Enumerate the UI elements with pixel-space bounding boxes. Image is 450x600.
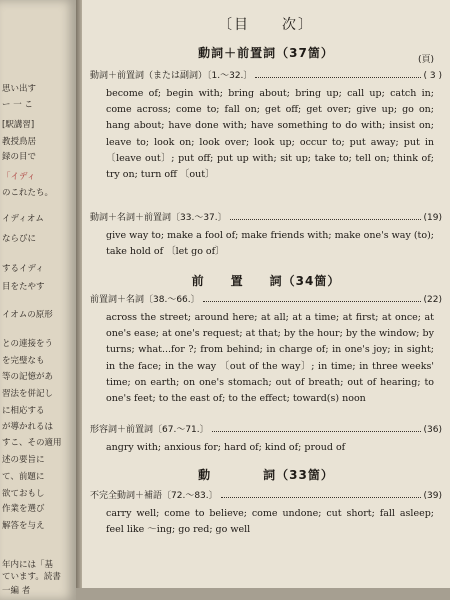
leader-dots: [255, 76, 420, 78]
entry-title: 前置詞＋名詞〔38.〜66.〕: [90, 295, 200, 305]
contents-page: [82, 0, 450, 590]
left-page-fragment: ならびに: [2, 234, 37, 244]
left-page-edge: [0, 0, 76, 600]
left-page-fragment: に相応する: [2, 406, 45, 416]
entry-page: ( 3 ): [423, 71, 442, 81]
section-heading: 動詞＋前置詞（37箇）: [198, 46, 334, 60]
left-page-fragment: 一編 者: [2, 586, 31, 596]
leader-dots: [221, 496, 421, 498]
page-bottom-edge: [76, 588, 450, 600]
entry-page: (22): [423, 295, 442, 305]
entry-title: 動詞＋前置詞（または副詞）〔1.〜32.〕: [90, 71, 253, 81]
left-page-fragment: 解答を与え: [2, 521, 45, 531]
entry-examples: across the street; around here; at all; at a time; at first; at once; at one's ease; at one's request; at that; by the hour; by the window; by turns; what...for ?; from behind; in charge of; in one's joy; in sight; in the face; in the way 〔out of the way〕; in time; in three weeks' time; on earth; on one's stomach; out of breath; out of hearing; to one's feet; to the east of; to the effect; toward(s) noon: [106, 312, 434, 405]
left-page-fragment: 思い出す: [2, 84, 37, 94]
left-page-fragment: [駅講習]: [2, 120, 35, 130]
entry-examples: angry with; anxious for; hard of; kind of; proud of: [106, 442, 346, 453]
entry-title: 形容詞＋前置詞〔67.〜71.〕: [90, 425, 209, 435]
left-page-fragment: 作業を選び: [2, 504, 45, 514]
toc-entry: [90, 210, 442, 223]
left-page-fragment: するイディ: [2, 264, 44, 274]
toc-entry: [90, 488, 442, 501]
toc-entry: [90, 422, 442, 435]
left-page-fragment: 目をたやす: [2, 282, 45, 292]
left-page-fragment: 年内には「基: [2, 560, 54, 570]
entry-examples: carry well; come to believe; come undone; cut short; fall asleep; feel like 〜ing; go red; go well: [106, 508, 434, 536]
entry-title: 不完全動詞＋補語〔72.〜83.〕: [90, 491, 218, 501]
left-page-fragment: 「イディ: [2, 172, 36, 182]
toc-entry: [90, 68, 442, 81]
left-page-fragment: との連接をう: [2, 339, 54, 349]
entry-examples: become of; begin with; bring about; bring up; call up; catch in; come across; come to; fall on; get off; get over; give up; go on; hang about; have done with; have something to do with; insist on; leave to; look on; look over; look up; occur to; put away; put in 〔leave out〕; put off; put up with; sit up; take to; tell on; think of; try on; turn off 〔out〕: [106, 88, 434, 181]
section-heading: 前 置 詞（34箇）: [191, 274, 341, 288]
left-page-fragment: 等の記憶があ: [2, 372, 54, 382]
left-page-fragment: を完璧なも: [2, 356, 45, 366]
leader-dots: [230, 218, 421, 220]
entry-page: (36): [423, 425, 442, 435]
left-page-fragment: のこれたち。: [2, 188, 54, 198]
entry-title: 動詞＋名詞＋前置詞〔33.〜37.〕: [90, 213, 227, 223]
left-page-fragment: 教授鳥居: [2, 137, 37, 147]
leader-dots: [203, 300, 421, 302]
left-page-fragment: 録の目で: [2, 152, 37, 162]
left-page-fragment: て、前題に: [2, 472, 45, 482]
left-page-fragment: イディオム: [2, 214, 44, 224]
left-page-fragment: 欲ておもし: [2, 489, 45, 499]
page-column-label: (頁): [417, 55, 434, 65]
left-page-fragment: 述の要旨に: [2, 455, 45, 465]
left-page-fragment: イオムの原形: [2, 310, 53, 320]
left-page-fragment: ー 一 こ: [2, 100, 33, 110]
left-page-fragment: が導かれるは: [2, 422, 54, 432]
left-page-fragment: すこ、その適用: [2, 438, 62, 448]
section-heading: 動 詞（33箇）: [198, 468, 334, 482]
entry-page: (39): [423, 491, 442, 501]
leader-dots: [212, 430, 421, 432]
left-page-fragment: ています。読書: [2, 572, 61, 582]
left-page-fragment: 習法を併記し: [2, 389, 54, 399]
page-title: 〔目 次〕: [218, 17, 314, 33]
entry-examples: give way to; make a fool of; make friends with; make one's way (to); take hold of 〔let go of〕: [106, 230, 434, 258]
toc-entry: [90, 292, 442, 305]
entry-page: (19): [423, 213, 442, 223]
